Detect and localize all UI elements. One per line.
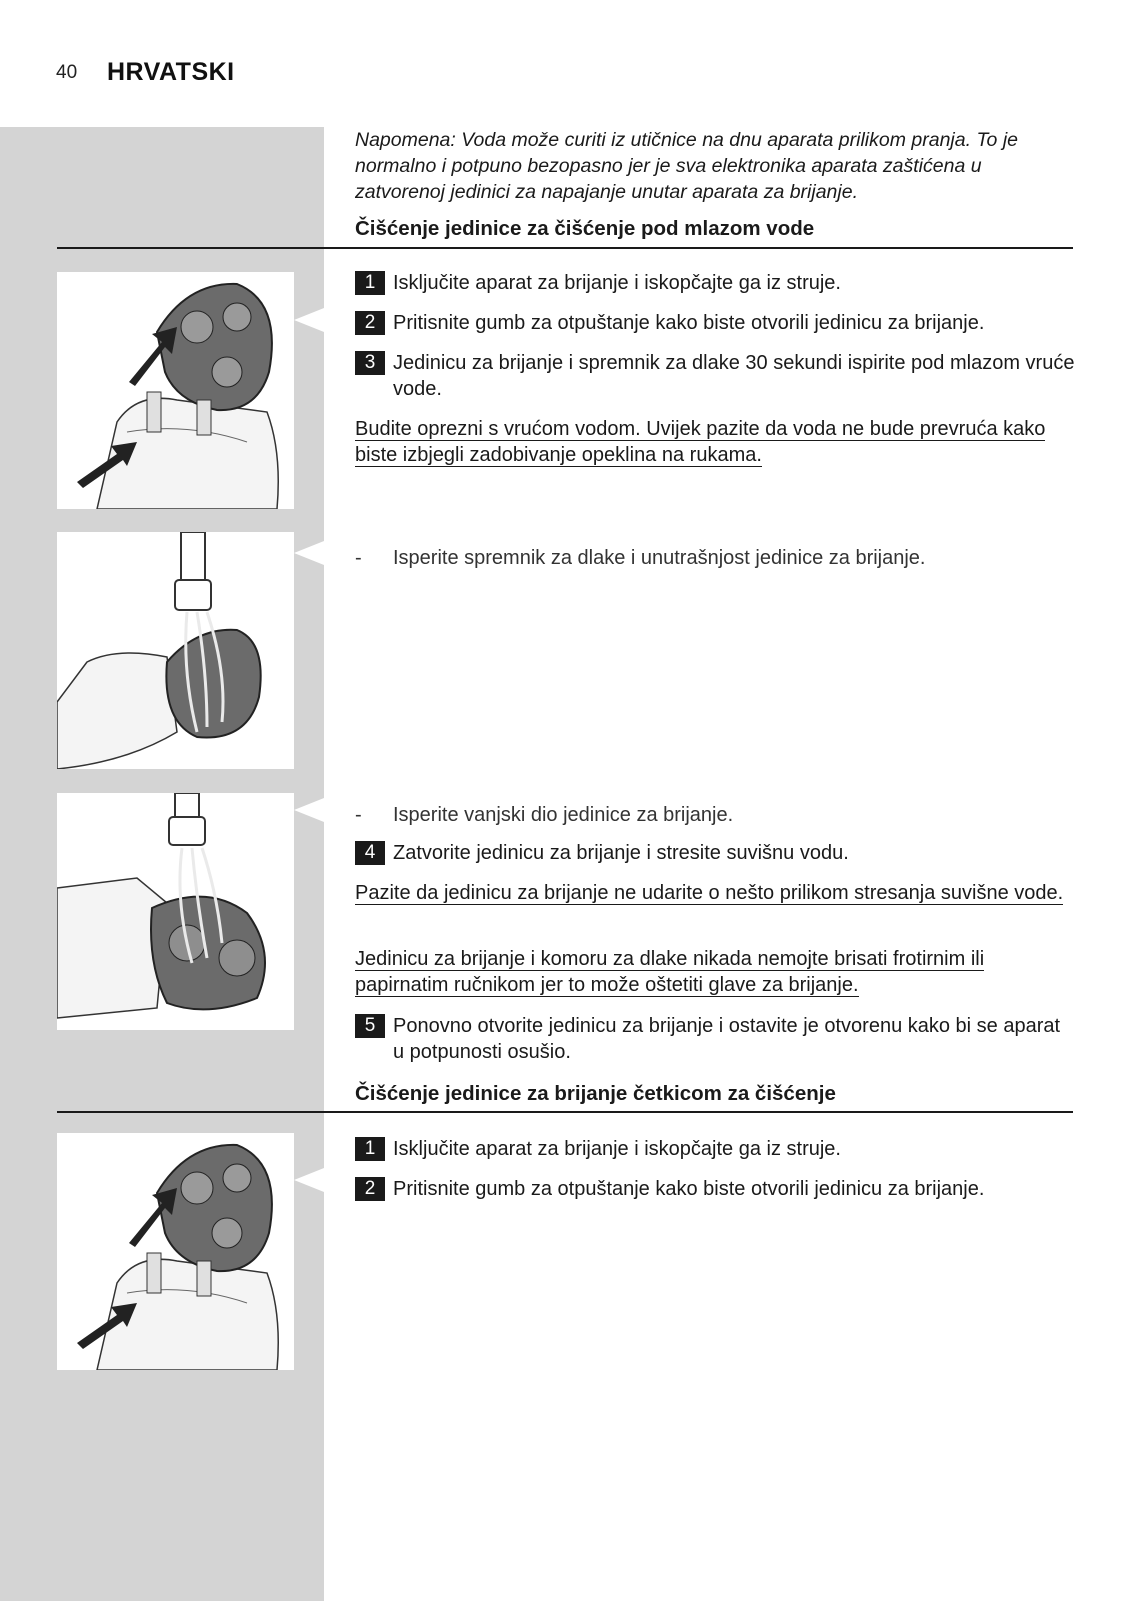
step-text: Ponovno otvorite jedinicu za brijanje i ostavite je otvorenu kako bi se aparat u potpunosti osušio. <box>393 1015 1061 1063</box>
warning-text: Budite oprezni s vrućom vodom. Uvijek pazite da voda ne bude prevruća kako biste izbjegli zadobivanje opeklina na rukama. <box>355 418 1046 466</box>
section-rule <box>57 247 1073 249</box>
step-text: Isključite aparat za brijanje i iskopčajte ga iz struje. <box>393 272 841 294</box>
step-number: 1 <box>355 271 385 295</box>
warning-text: Pazite da jedinicu za brijanje ne udarite o nešto prilikom stresanja suvišne vode. <box>355 882 1064 904</box>
language-title: HRVATSKI <box>107 58 235 86</box>
illustration-rinse-inside <box>57 532 294 769</box>
page-number: 40 <box>56 62 78 83</box>
step-number: 4 <box>355 841 385 865</box>
step-text: Zatvorite jedinicu za brijanje i stresite suvišnu vodu. <box>393 842 849 864</box>
warning-hot-water <box>355 416 1075 468</box>
step-item <box>355 840 1075 866</box>
section-heading-water: Čišćenje jedinice za čišćenje pod mlazom vode <box>355 217 815 240</box>
step-text: Jedinicu za brijanje i spremnik za dlake 30 sekundi ispirite pod mlazom vruće vode. <box>393 352 1075 400</box>
callout-pointer <box>294 798 324 822</box>
step-item <box>355 1013 1075 1065</box>
step-number: 5 <box>355 1014 385 1038</box>
section-heading-brush: Čišćenje jedinice za brijanje četkicom za čišćenje <box>355 1082 836 1105</box>
step-text: Pritisnite gumb za otpuštanje kako biste otvorili jedinicu za brijanje. <box>393 1178 985 1200</box>
bullet-dash: - <box>355 804 362 826</box>
step-text: Isključite aparat za brijanje i iskopčajte ga iz struje. <box>393 1138 841 1160</box>
bullet-text: Isperite spremnik za dlake i unutrašnjost jedinice za brijanje. <box>393 547 926 569</box>
callout-pointer <box>294 308 324 332</box>
step-text: Pritisnite gumb za otpuštanje kako biste otvorili jedinicu za brijanje. <box>393 312 985 334</box>
bullet-text: Isperite vanjski dio jedinice za brijanje. <box>393 804 734 826</box>
warning-shake <box>355 880 1075 906</box>
step-item <box>355 270 1075 296</box>
step-number: 2 <box>355 1177 385 1201</box>
note-text: Napomena: Voda može curiti iz utičnice na dnu aparata prilikom pranja. To je normalno i potpuno bezopasno jer je sva elektronika aparata zaštićena u zatvorenoj jedinici za napajanje unutar aparata za brijanje. <box>355 129 1018 203</box>
step-number: 2 <box>355 311 385 335</box>
step-item <box>355 310 1075 336</box>
step-number: 1 <box>355 1137 385 1161</box>
warning-towel <box>355 946 1075 998</box>
warning-text: Jedinicu za brijanje i komoru za dlake nikada nemojte brisati frotirnim ili papirnatim ručnikom jer to može oštetiti glave za brijanje. <box>355 948 985 996</box>
bullet-item <box>355 802 1075 828</box>
step-item <box>355 1136 1075 1162</box>
section-rule <box>57 1111 1073 1113</box>
bullet-item <box>355 545 1075 571</box>
illustration-open-shaver-2 <box>57 1133 294 1370</box>
callout-pointer <box>294 1168 324 1192</box>
illustration-open-shaver <box>57 272 294 509</box>
illustration-rinse-outside <box>57 793 294 1030</box>
bullet-dash: - <box>355 547 362 569</box>
step-number: 3 <box>355 351 385 375</box>
step-item <box>355 350 1075 402</box>
step-item <box>355 1176 1075 1202</box>
callout-pointer <box>294 541 324 565</box>
